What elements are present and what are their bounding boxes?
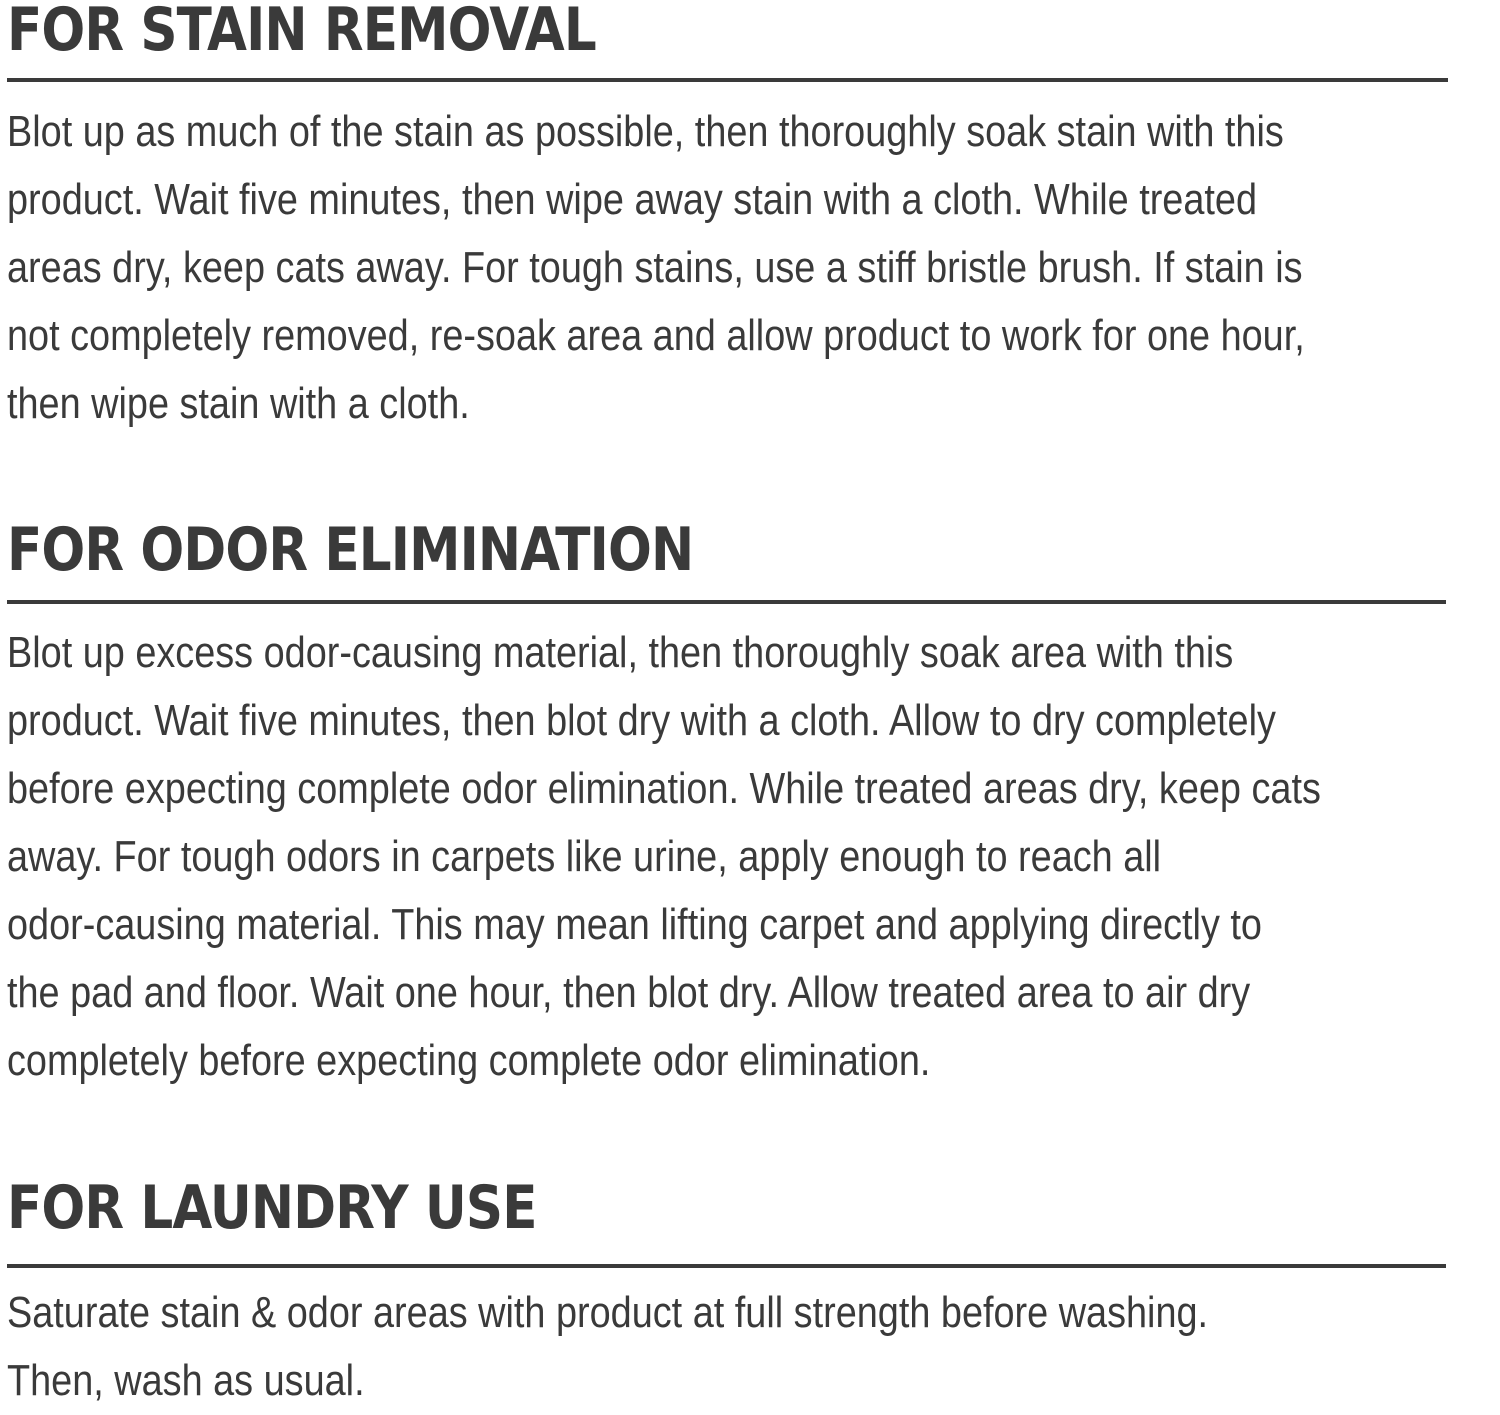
divider-rule xyxy=(7,1264,1446,1268)
text-line: then wipe stain with a cloth. xyxy=(7,379,470,428)
text-line: Saturate stain & odor areas with product at full strength before washing. xyxy=(7,1288,1209,1337)
divider-rule xyxy=(7,600,1446,604)
text-line: Then, wash as usual. xyxy=(7,1356,365,1405)
heading-odor-elimination: FOR ODOR ELIMINATION xyxy=(7,515,694,585)
section-laundry-use xyxy=(7,1173,1209,1405)
text-line: areas dry, keep cats away. For tough stains, use a stiff bristle brush. If stain is xyxy=(7,243,1303,292)
odor-elimination-instructions xyxy=(7,619,1500,1095)
text-line: Blot up as much of the stain as possible, then thoroughly soak stain with this xyxy=(7,107,1284,156)
divider-rule xyxy=(7,78,1448,82)
section-odor-elimination xyxy=(7,515,1321,1085)
heading-laundry-use: FOR LAUNDRY USE xyxy=(7,1173,537,1243)
text-line: before expecting complete odor elimination. While treated areas dry, keep cats xyxy=(7,764,1321,813)
stain-removal-instructions xyxy=(7,98,1500,438)
text-line: product. Wait five minutes, then blot dry with a cloth. Allow to dry completely xyxy=(7,696,1276,745)
text-line: completely before expecting complete odor elimination. xyxy=(7,1036,931,1085)
text-line: away. For tough odors in carpets like urine, apply enough to reach all xyxy=(7,832,1162,881)
section-stain-removal xyxy=(7,0,1305,428)
text-line: product. Wait five minutes, then wipe away stain with a cloth. While treated xyxy=(7,175,1257,224)
heading-stain-removal: FOR STAIN REMOVAL xyxy=(7,0,596,65)
laundry-use-instructions xyxy=(7,1279,1404,1415)
text-line: the pad and floor. Wait one hour, then blot dry. Allow treated area to air dry xyxy=(7,968,1251,1017)
text-line: odor-causing material. This may mean lifting carpet and applying directly to xyxy=(7,900,1262,949)
text-line: Blot up excess odor-causing material, then thoroughly soak area with this xyxy=(7,628,1234,677)
text-line: not completely removed, re-soak area and allow product to work for one hour, xyxy=(7,311,1305,360)
